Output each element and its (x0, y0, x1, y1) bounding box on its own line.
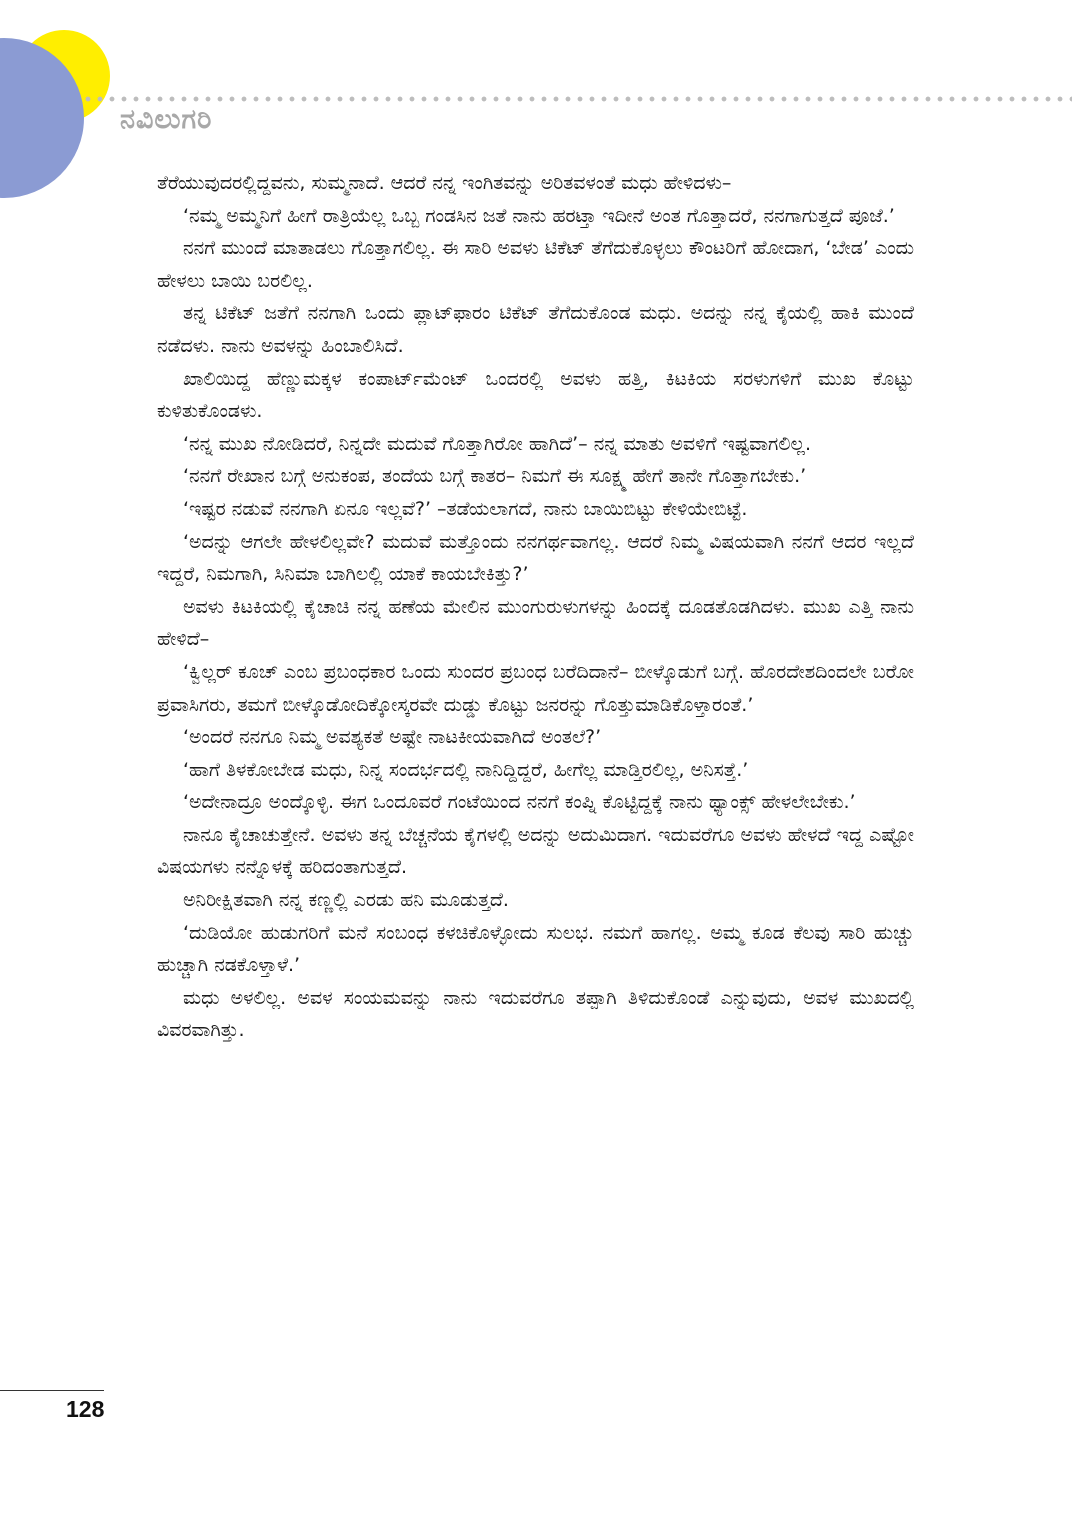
paragraph: ತೆರೆಯುವುದರಲ್ಲಿದ್ದವನು, ಸುಮ್ಮನಾದೆ. ಆದರೆ ನನ್ನ ಇಂಗಿತವನ್ನು ಅರಿತವಳಂತೆ ಮಧು ಹೇಳಿದಳು– (157, 172, 732, 194)
paragraph: ‘ಇಷ್ಟರ ನಡುವೆ ನನಗಾಗಿ ಏನೂ ಇಲ್ಲವೆ?’ –ತಡೆಯಲಾಗದೆ, ನಾನು ಬಾಯಿಬಿಟ್ಟು ಕೇಳಿಯೇಬಿಟ್ಟೆ. (183, 497, 748, 520)
paragraph: ‘ಅಂದರೆ ನನಗೂ ನಿಮ್ಮ ಅವಶ್ಯಕತೆ ಅಷ್ಟೇ ನಾಟಕೀಯವಾಗಿದೆ ಅಂತಲೆ?’ (183, 726, 602, 749)
dotted-header-rule (82, 95, 1072, 103)
paragraph: ಮಧು ಅಳಲಿಲ್ಲ. ಅವಳ ಸಂಯಮವನ್ನು ನಾನು ಇದುವರೆಗೂ ತಪ್ಪಾಗಿ ತಿಳಿದುಕೊಂಡೆ ಎನ್ನುವುದು, ಅವಳ ಮುಖದಲ್ಲಿ ವಿವರವಾಗಿತ್ತು. (157, 986, 914, 1042)
folio-rule (0, 1390, 104, 1391)
paragraph: ‘ಹಾಗೆ ತಿಳಕೋಬೇಡ ಮಧು, ನಿನ್ನ ಸಂದರ್ಭದಲ್ಲಿ ನಾನಿದ್ದಿದ್ದರೆ, ಹೀಗೆಲ್ಲ ಮಾಡ್ತಿರಲಿಲ್ಲ, ಅನಿಸತ್ತೆ.’ (183, 758, 749, 781)
page-number: 128 (66, 1396, 105, 1422)
paragraph: ತನ್ನ ಟಿಕೆಟ್ ಜತೆಗೆ ನನಗಾಗಿ ಒಂದು ಪ್ಲಾಟ್‌ಫಾರಂ ಟಿಕೆಟ್ ತೆಗೆದುಕೊಂಡ ಮಧು. ಅದನ್ನು ನನ್ನ ಕೈಯಲ್ಲಿ ಹಾಕಿ ಮುಂದೆ ನಡೆದಳು. ನಾನು ಅವಳನ್ನು ಹಿಂಬಾಲಿಸಿದೆ. (157, 302, 914, 357)
paragraph: ‘ಅದೇನಾದ್ರೂ ಅಂದ್ಕೊಳ್ಳಿ. ಈಗ ಒಂದೂವರೆ ಗಂಟೆಯಿಂದ ನನಗೆ ಕಂಪ್ನಿ ಕೊಟ್ಟಿದ್ದಕ್ಕೆ ನಾನು ಥ್ಯಾಂಕ್ಸ್ ಹೇಳಲೇಬೇಕು.’ (183, 791, 856, 814)
paragraph: ಖಾಲಿಯಿದ್ದ ಹೆಣ್ಣುಮಕ್ಕಳ ಕಂಪಾರ್ಟ್‌ಮೆಂಟ್ ಒಂದರಲ್ಲಿ ಅವಳು ಹತ್ತಿ, ಕಿಟಕಿಯ ಸರಳುಗಳಿಗೆ ಮುಖ ಕೊಟ್ಟು ಕುಳಿತುಕೊಂಡಳು. (157, 367, 914, 423)
paragraph: ನಾನೂ ಕೈಚಾಚುತ್ತೇನೆ. ಅವಳು ತನ್ನ ಬೆಚ್ಚನೆಯ ಕೈಗಳಲ್ಲಿ ಅದನ್ನು ಅದುಮಿದಾಗ. ಇದುವರೆಗೂ ಅವಳು ಹೇಳದೆ ಇದ್ದ ಎಷ್ಟೋ ವಿಷಯಗಳು ನನ್ನೊಳಕ್ಕೆ ಹರಿದಂತಾಗುತ್ತದೆ. (157, 823, 914, 879)
paragraph: ‘ನನ್ನ ಮುಖ ನೋಡಿದರೆ, ನಿನ್ನದೇ ಮದುವೆ ಗೊತ್ತಾಗಿರೋ ಹಾಗಿದೆ’– ನನ್ನ ಮಾತು ಅವಳಿಗೆ ಇಷ್ಟವಾಗಲಿಲ್ಲ. (183, 432, 812, 455)
running-title: ನವಿಲುಗರಿ (120, 104, 213, 135)
paragraph: ನನಗೆ ಮುಂದೆ ಮಾತಾಡಲು ಗೊತ್ತಾಗಲಿಲ್ಲ. ಈ ಸಾರಿ ಅವಳು ಟಿಕೆಟ್ ತೆಗೆದುಕೊಳ್ಳಲು ಕೌಂಟರಿಗೆ ಹೋದಾಗ, ‘ಬೇಡ’ ಎಂದು ಹೇಳಲು ಬಾಯಿ ಬರಲಿಲ್ಲ. (157, 237, 914, 292)
paragraph: ‘ನನಗೆ ರೇಖಾನ ಬಗ್ಗೆ ಅನುಕಂಪ, ತಂದೆಯ ಬಗ್ಗೆ ಕಾತರ– ನಿಮಗೆ ಈ ಸೂಕ್ಷ್ಮ ಹೇಗೆ ತಾನೇ ಗೊತ್ತಾಗಬೇಕು.’ (183, 465, 807, 488)
paragraph: ಅವಳು ಕಿಟಕಿಯಲ್ಲಿ ಕೈಚಾಚಿ ನನ್ನ ಹಣೆಯ ಮೇಲಿನ ಮುಂಗುರುಳುಗಳನ್ನು ಹಿಂದಕ್ಕೆ ದೂಡತೊಡಗಿದಳು. ಮುಖ ಎತ್ತಿ ನಾನು ಹೇಳಿದೆ– (157, 595, 914, 651)
page-body (157, 167, 914, 1047)
paragraph: ಅನಿರೀಕ್ಷಿತವಾಗಿ ನನ್ನ ಕಣ್ಣಲ್ಲಿ ಎರಡು ಹನಿ ಮೂಡುತ್ತದೆ. (183, 889, 509, 912)
paragraph: ‘ಕ್ವಿಲ್ಲರ್ ಕೂಚ್ ಎಂಬ ಪ್ರಬಂಧಕಾರ ಒಂದು ಸುಂದರ ಪ್ರಬಂಧ ಬರೆದಿದಾನೆ– ಬೀಳ್ಕೊಡುಗೆ ಬಗ್ಗೆ. ಹೊರದೇಶದಿಂದಲೇ ಬರೋ ಪ್ರವಾಸಿಗರು, ತಮಗೆ ಬೀಳ್ಕೊಡೋದಿಕ್ಕೋಸ್ಕರವೇ ದುಡ್ಡು ಕೊಟ್ಟು ಜನರನ್ನು ಗೊತ್ತುಮಾಡಿಕೊಳ್ತಾರಂತೆ.’ (157, 660, 914, 716)
paragraph: ‘ನಮ್ಮ ಅಮ್ಮನಿಗೆ ಹೀಗೆ ರಾತ್ರಿಯೆಲ್ಲ ಒಬ್ಬ ಗಂಡಸಿನ ಜತೆ ನಾನು ಹರಟ್ತಾ ಇದೀನೆ ಅಂತ ಗೊತ್ತಾದರೆ, ನನಗಾಗುತ್ತದೆ ಪೂಜೆ.’ (183, 204, 895, 227)
paragraph: ‘ದುಡಿಯೋ ಹುಡುಗರಿಗೆ ಮನೆ ಸಂಬಂಧ ಕಳಚಿಕೊಳ್ಳೋದು ಸುಲಭ. ನಮಗೆ ಹಾಗಲ್ಲ. ಅಮ್ಮ ಕೂಡ ಕೆಲವು ಸಾರಿ ಹುಚ್ಚು ಹುಚ್ಚಾಗಿ ನಡಕೊಳ್ತಾಳೆ.’ (157, 921, 914, 977)
paragraph: ‘ಅದನ್ನು ಆಗಲೇ ಹೇಳಲಿಲ್ಲವೇ? ಮದುವೆ ಮತ್ತೊಂದು ನನಗರ್ಥವಾಗಲ್ಲ. ಆದರೆ ನಿಮ್ಮ ವಿಷಯವಾಗಿ ನನಗೆ ಆದರ ಇಲ್ಲದೆ ಇದ್ದರೆ, ನಿಮಗಾಗಿ, ಸಿನಿಮಾ ಬಾಗಿಲಲ್ಲಿ ಯಾಕೆ ಕಾಯಬೇಕಿತ್ತು?’ (157, 530, 914, 586)
